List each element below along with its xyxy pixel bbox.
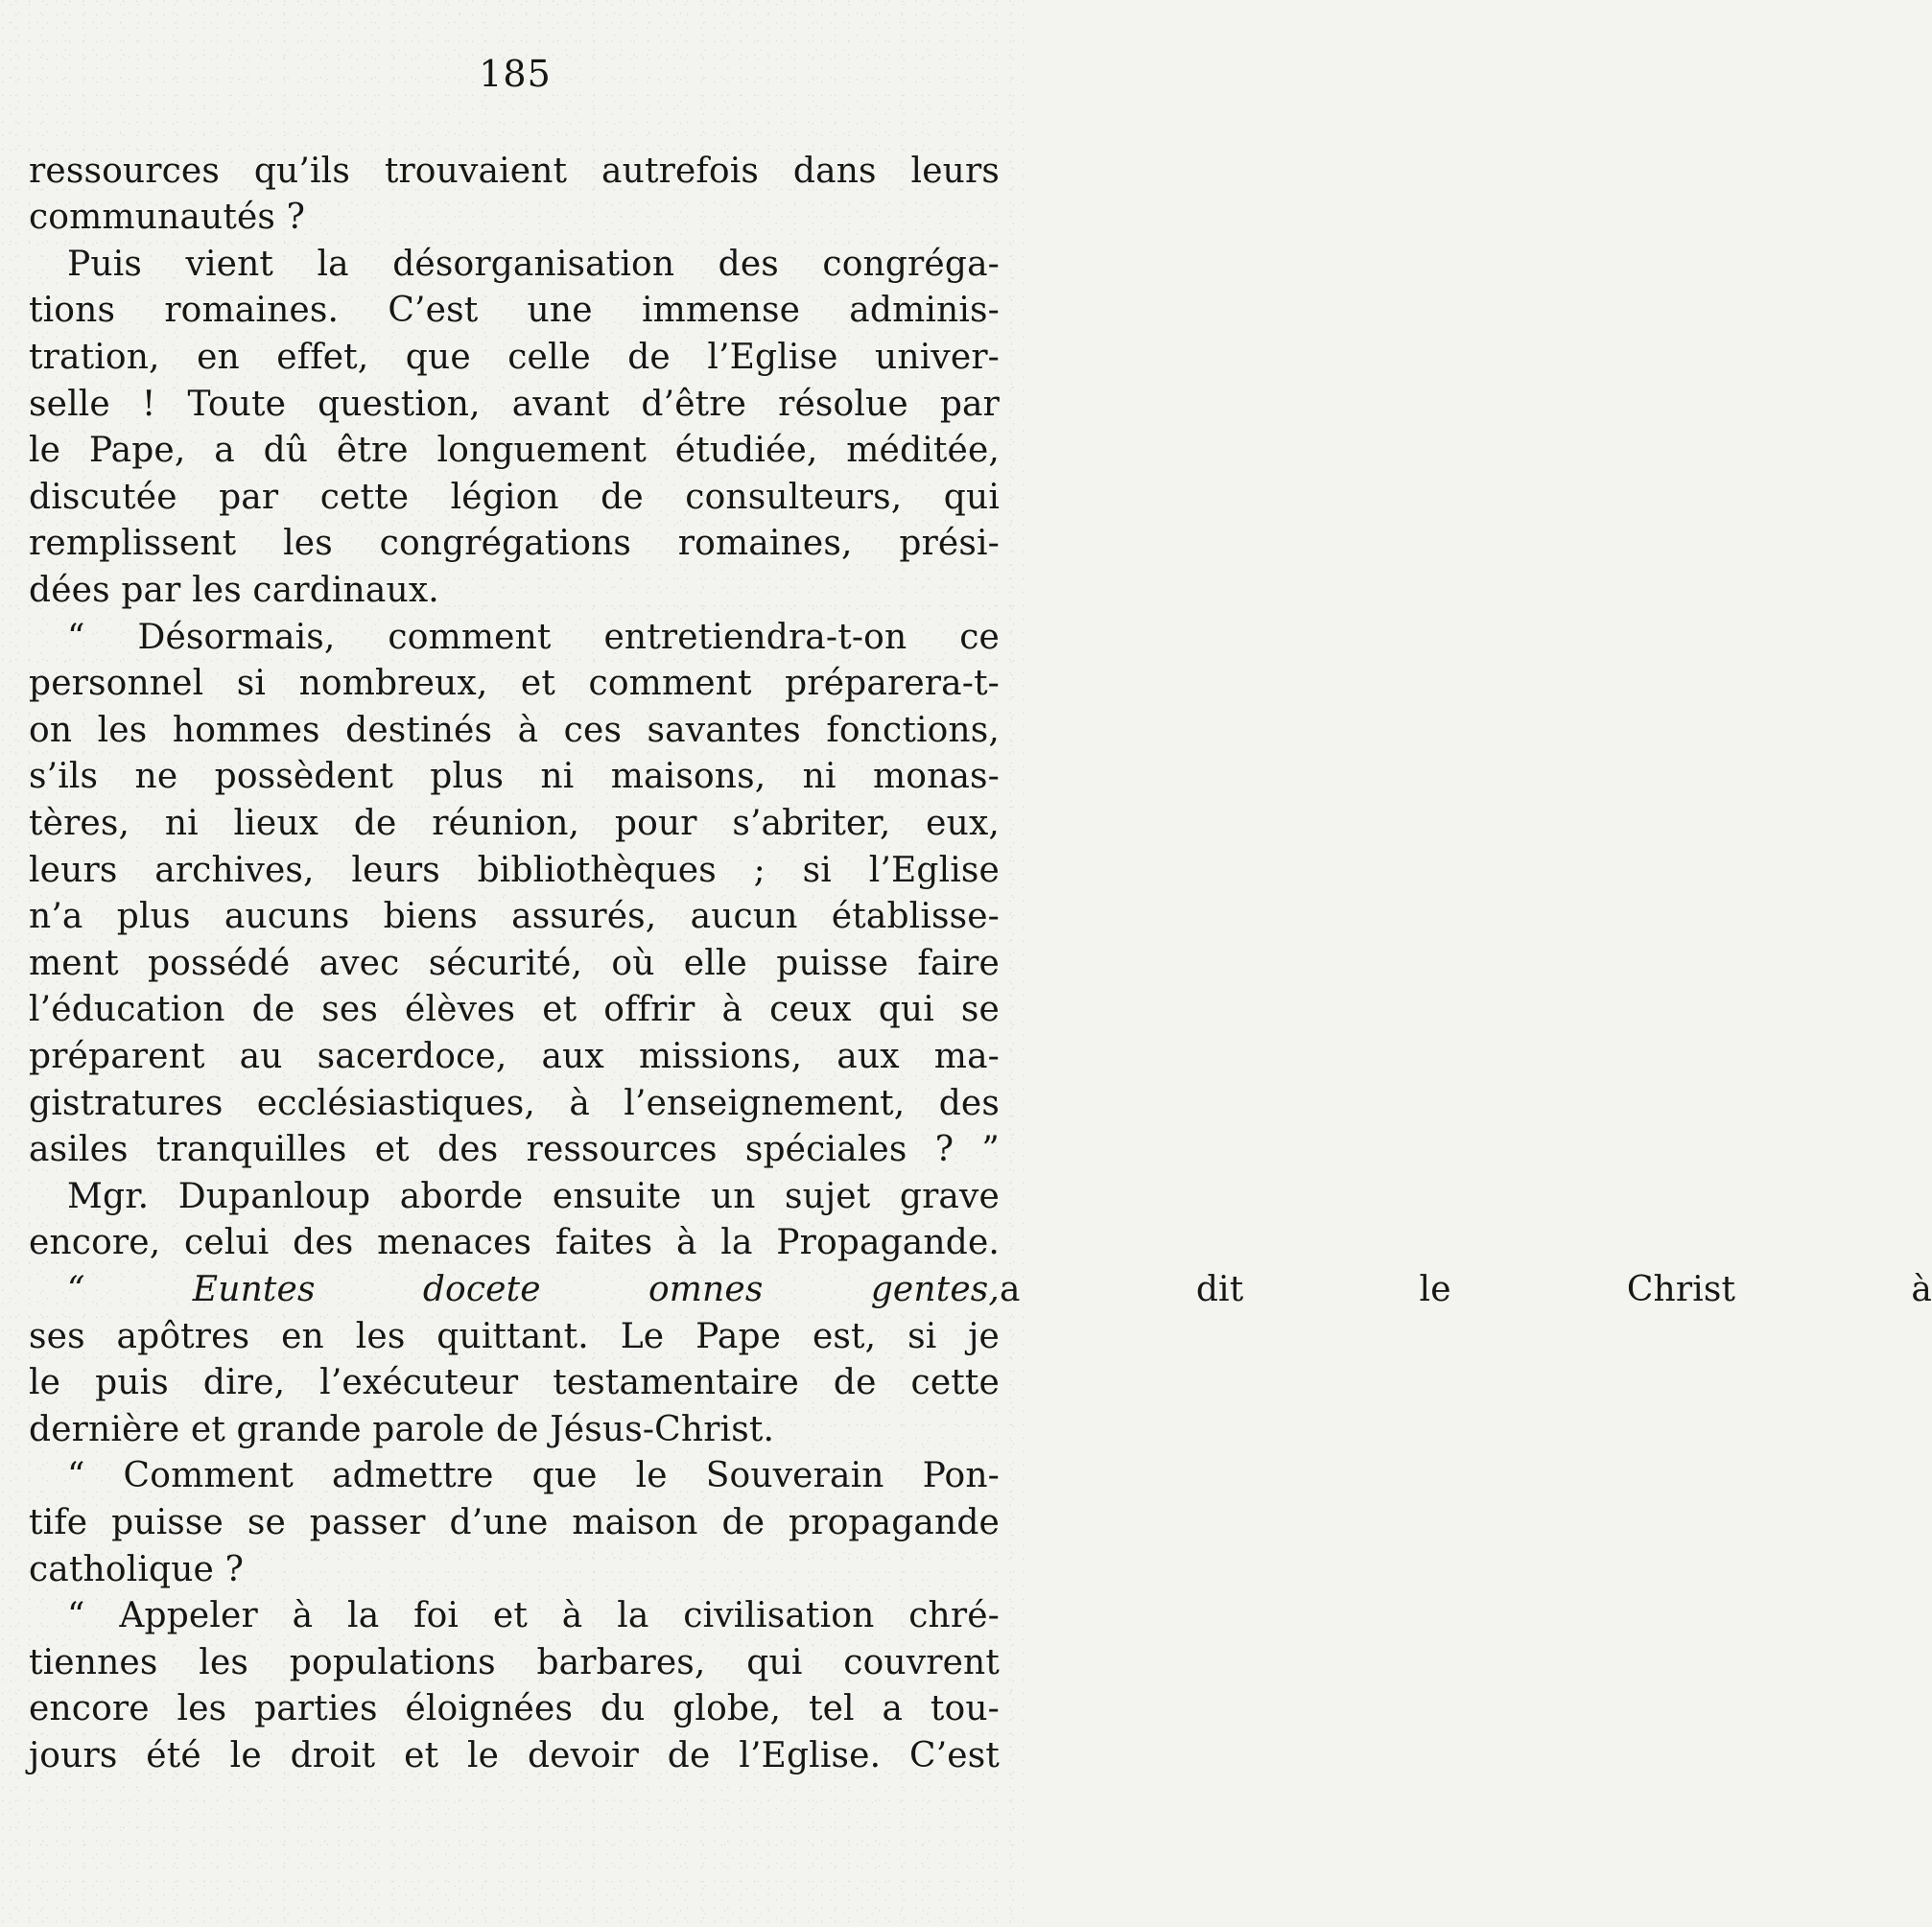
text-line-content: “ Appeler à la foi et à la civilisation chré-	[67, 1596, 1000, 1636]
text-line-content: selle ! Toute question, avant d’être résolue par	[29, 384, 1000, 424]
text-line-content: tions romaines. C’est une immense adminis-	[29, 291, 1000, 331]
text-line	[0, 1408, 1030, 1450]
text-line	[0, 1268, 1932, 1310]
text-line-content	[67, 1269, 1932, 1309]
text-line	[0, 1082, 1030, 1124]
text-line	[0, 1595, 1030, 1637]
text-line-content: ment possédé avec sécurité, où elle puisse faire	[29, 943, 1000, 983]
text-line-content: gistratures ecclésiastiques, à l’enseignement, des	[29, 1083, 1000, 1123]
text-line-content: ressources qu’ils trouvaient autrefois dans leurs	[29, 151, 1000, 191]
text-line	[0, 756, 1030, 798]
text-line-content: tères, ni lieux de réunion, pour s’abriter, eux,	[29, 803, 1000, 843]
text-line-content: le Pape, a dû être longuement étudiée, méditée,	[29, 431, 1000, 471]
text-line	[0, 476, 1030, 518]
text-line-content: leurs archives, leurs bibliothèques ; si l’Eglise	[29, 850, 1000, 890]
italic-quote: “ Euntes docete omnes gentes,	[67, 1269, 1000, 1309]
text-line	[0, 616, 1030, 658]
text-line-content: encore les parties éloignées du globe, tel a tou-	[29, 1689, 1000, 1729]
text-line	[0, 290, 1030, 332]
text-line	[0, 430, 1030, 472]
text-line	[0, 1734, 1030, 1776]
text-line-content: “ Comment admettre que le Souverain Pon-	[67, 1456, 1000, 1496]
text-line-content: asiles tranquilles et des ressources spéciales ? ”	[29, 1130, 1000, 1170]
text-line	[0, 1175, 1030, 1217]
text-line	[0, 896, 1030, 938]
text-line	[0, 150, 1030, 192]
text-line	[0, 663, 1030, 705]
text-line	[0, 1641, 1030, 1683]
text-line	[0, 1129, 1030, 1171]
text-line-content: catholique ?	[29, 1549, 245, 1589]
text-line-content: personnel si nombreux, et comment préparera-t-	[29, 664, 1000, 704]
text-line-content: jours été le droit et le devoir de l’Eglise. C’est	[29, 1735, 1000, 1775]
text-line-content: préparent au sacerdoce, aux missions, aux ma-	[29, 1036, 1000, 1076]
text-line	[0, 1455, 1030, 1497]
text-line	[0, 849, 1030, 891]
body-text	[0, 150, 1932, 1876]
text-line-content: tife puisse se passer d’une maison de propagande	[29, 1502, 1000, 1542]
text-line-content: communautés ?	[29, 198, 306, 238]
text-line	[0, 1315, 1030, 1357]
text-line-content: ses apôtres en les quittant. Le Pape est, si je	[29, 1316, 1000, 1356]
text-line-content: le puis dire, l’exécuteur testamentaire de cette	[29, 1363, 1000, 1403]
text-line-content: s’ils ne possèdent plus ni maisons, ni monas-	[29, 757, 1000, 797]
text-line-content: encore, celui des menaces faites à la Propagande.	[29, 1223, 1000, 1263]
text-line	[0, 709, 1030, 751]
text-line-content: Mgr. Dupanloup aborde ensuite un sujet grave	[67, 1176, 1000, 1216]
text-line-content: n’a plus aucuns biens assurés, aucun établisse-	[29, 897, 1000, 937]
text-line-content: on les hommes destinés à ces savantes fonctions,	[29, 710, 1000, 750]
text-line	[0, 383, 1030, 425]
text-line-content: discutée par cette légion de consulteurs, qui	[29, 477, 1000, 517]
text-line	[0, 569, 1030, 611]
text-line	[0, 989, 1030, 1031]
text-line	[0, 942, 1030, 984]
text-line	[0, 243, 1030, 285]
text-line-content: “ Désormais, comment entretiendra-t-on ce	[67, 617, 1000, 657]
text-line-content: tiennes les populations barbares, qui couvrent	[29, 1642, 1000, 1682]
text-line-content: l’éducation de ses élèves et offrir à ceux qui se	[29, 990, 1000, 1030]
text-line-content: dernière et grande parole de Jésus-Christ.	[29, 1409, 775, 1449]
text-line	[0, 1501, 1030, 1543]
text-line-content: remplissent les congrégations romaines, prési-	[29, 524, 1000, 564]
line-rest: a dit le Christ à	[1000, 1269, 1932, 1309]
text-line-content: tration, en effet, que celle de l’Eglise univer-	[29, 337, 1000, 377]
text-line	[0, 1688, 1030, 1730]
text-line	[0, 802, 1030, 844]
text-line-content: Puis vient la désorganisation des congréga-	[67, 244, 1000, 284]
text-line	[0, 1035, 1030, 1077]
text-line	[0, 197, 1030, 239]
text-line-content: dées par les cardinaux.	[29, 570, 439, 610]
text-line	[0, 523, 1030, 565]
text-line	[0, 336, 1030, 378]
text-line	[0, 1222, 1030, 1264]
page-number: 185	[479, 53, 552, 95]
text-line	[0, 1548, 1030, 1590]
text-line	[0, 1362, 1030, 1404]
